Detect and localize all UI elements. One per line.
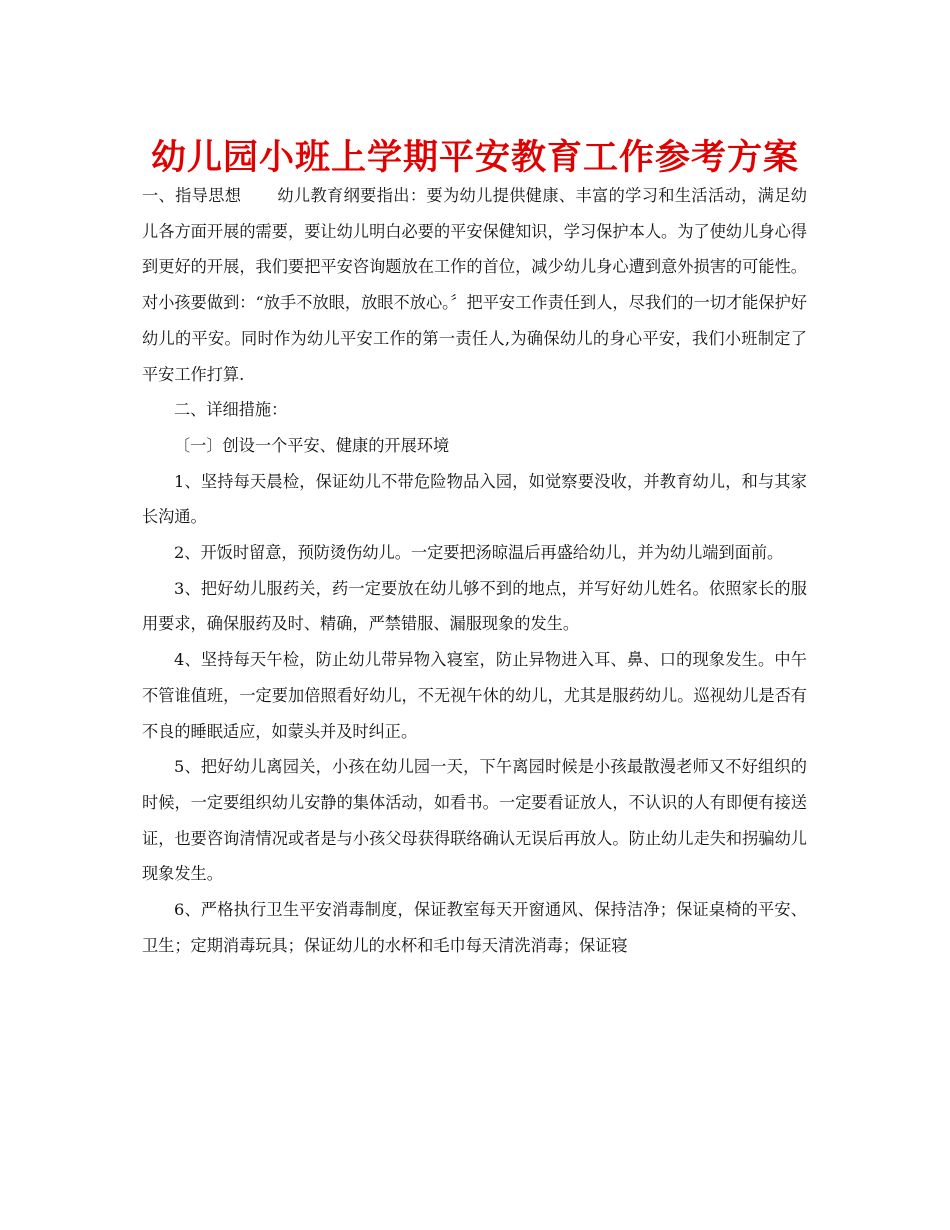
list-item: 2、开饭时留意，预防烫伤幼儿。一定要把汤晾温后再盛给幼儿，并为幼儿端到面前。: [174, 543, 784, 563]
section-heading: 二、详细措施：: [174, 400, 288, 420]
list-item: 3、把好幼儿服药关，药一定要放在幼儿够不到的地点，并写好幼儿姓名。依照家长的服用要求，确保服药及时、精确，严禁错服、漏服现象的发生。: [142, 578, 807, 634]
paragraph-text: 幼儿教育纲要指出：要为幼儿提供健康、丰富的学习和生活活动，满足幼儿各方面开展的需要，要让幼儿明白必要的平安保健知识，学习保护本人。为了使幼儿身心得到更好的开展，我们要把平安咨询题放在工作的首位，减少幼儿身心遭到意外损害的可能性。对小孩要做到：“放手不放眼，放眼不放心。〞把平安工作责任到人，尽我们的一切才能保护好幼儿的平安。同时作为幼儿平安工作的第一责任人,为确保幼儿的身心平安，我们小班制定了平安工作打算.: [142, 186, 807, 384]
section-heading: 一、指导思想: [142, 186, 242, 205]
subsection-heading: 〔一〕创设一个平安、健康的开展环境: [174, 435, 450, 455]
list-item: 6、严格执行卫生平安消毒制度，保证教室每天开窗通风、保持洁净；保证桌椅的平安、卫生；定期消毒玩具；保证幼儿的水杯和毛巾每天清洗消毒；保证寝: [142, 900, 807, 955]
list-item: 5、把好幼儿离园关，小孩在幼儿园一天，下午离园时候是小孩最散漫老师又不好组织的时候，一定要组织幼儿安静的集体活动，如看书。一定要看证放人，不认识的人有即便有接送证，也要咨询清情况或者是与小孩父母获得联络确认无误后再放人。防止幼儿走失和拐骗幼儿现象发生。: [142, 757, 807, 884]
section-guiding-thought: [142, 178, 807, 392]
list-item: 4、坚持每天午检，防止幼儿带异物入寝室，防止异物进入耳、鼻、口的现象发生。中午不管谁值班，一定要加倍照看好幼儿，不无视午休的幼儿，尤其是服药幼儿。巡视幼儿是否有不良的睡眠适应，如蒙头并及时纠正。: [142, 650, 807, 741]
document-body: [142, 178, 807, 963]
list-item: 1、坚持每天晨检，保证幼儿不带危险物品入园，如觉察要没收，并教育幼儿，和与其家长沟通。: [142, 471, 807, 527]
document-title: 幼儿园小班上学期平安教育工作参考方案: [150, 138, 799, 178]
